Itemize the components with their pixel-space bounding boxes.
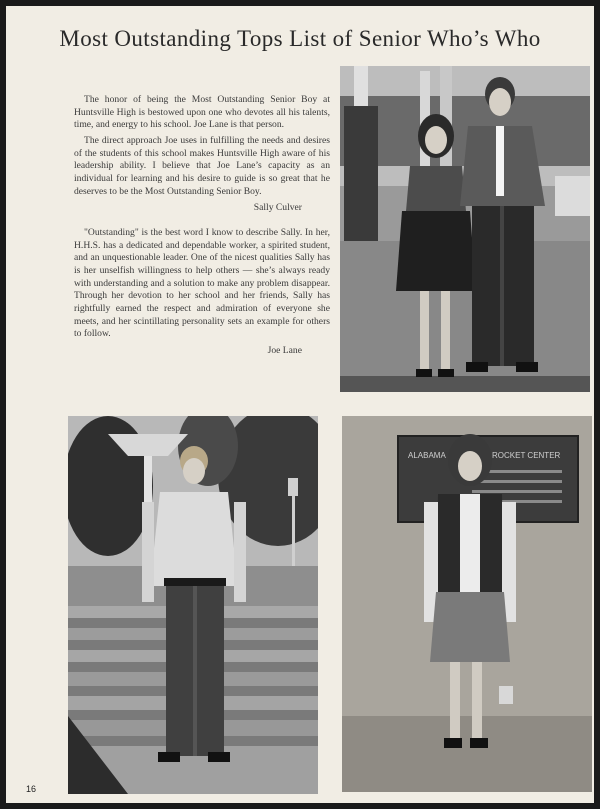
page-title: Most Outstanding Tops List of Senior Who’s Who — [59, 26, 541, 51]
signature-joe: Joe Lane — [267, 344, 302, 356]
article-paragraph: The direct approach Joe uses in fulfilling the needs and desires of the students of this school makes Huntsville High aware of his leadership ability. I believe that Joe Lane’s capacity as an individual for learning and his desire to guide is so great that he deserves to be the Most Outstanding Senior Boy. — [74, 134, 330, 197]
article-paragraph: "Outstanding" is the best word I know to describe Sally. In her, H.H.S. has a dedicated and dependable worker, a spirited student, and an unquestionable leader. One of the nicest qualities Sally has is her unselfish willingness to help others — she’s always ready with understanding and a solution to make any problem disappear. Through her devotion to her school and her friends, Sally has rightfully earned the respect and admiration of everyone she meets, and her scintillating personality sets an example for others to follow. — [74, 226, 330, 340]
photo-couple-rockets — [340, 66, 590, 392]
article-paragraph: The honor of being the Most Outstanding Senior Boy at Huntsville High is bestowed upon one who devotes all his talents, time, and energy to his school. Joe Lane is that person. — [74, 94, 330, 131]
photo-boy-steps — [68, 416, 318, 794]
plaque-text-line2: ROCKET CENTER — [492, 451, 561, 460]
article-text — [74, 94, 330, 369]
photo-girl-plaque — [342, 416, 592, 792]
page-number: 16 — [26, 784, 37, 794]
signature-sally: Sally Culver — [253, 202, 302, 214]
plaque-text-line1: ALABAMA — [408, 451, 446, 460]
yearbook-page — [6, 6, 594, 803]
